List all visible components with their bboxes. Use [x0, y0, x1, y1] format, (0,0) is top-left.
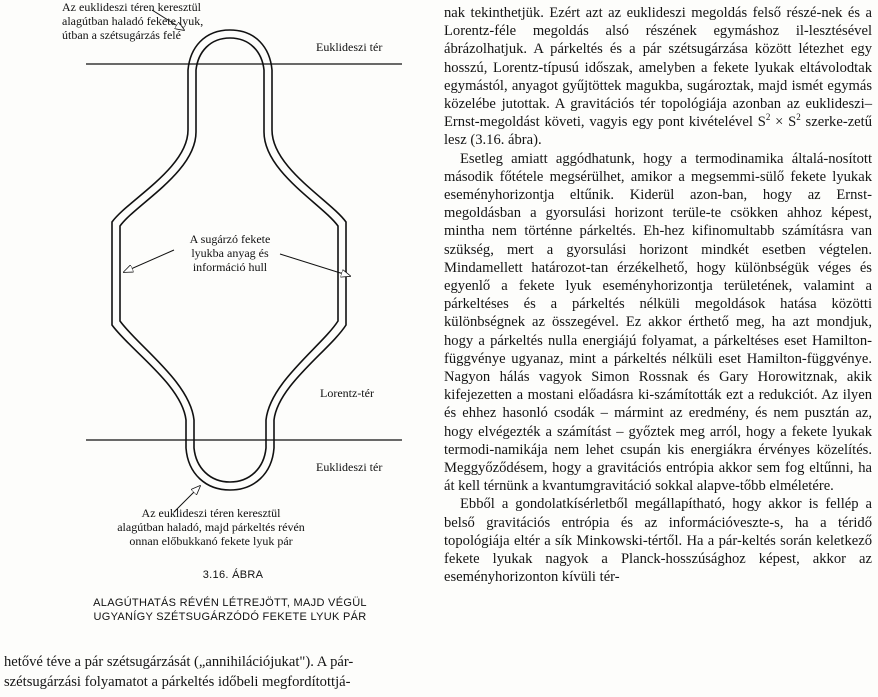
left-line-1: hetővé téve a pár szétsugárzását („annihilációjukat"). A pár-: [4, 654, 354, 670]
label-lorentz: Lorentz-tér: [320, 386, 374, 400]
label-bottom: Az euklideszi téren keresztül alagútban haladó, majd párkeltés révén onnan előbukkanó fekete lyuk pár: [117, 506, 305, 548]
label-top-left: Az euklideszi téren keresztül alagútban haladó fekete lyuk, útban a szétsugárzás felé: [62, 0, 204, 42]
figure-caption: ALAGÚTHATÁS RÉVÉN LÉTREJÖTT, MAJD VÉGÜL UGYANÍGY SZÉTSUGÁRZÓDÓ FEKETE LYUK PÁR: [93, 597, 367, 623]
right-column-text: [444, 4, 872, 587]
paragraph-2: Esetleg amiatt aggódhatunk, hogy a termodinamika általá-nosított második főtétele megsérülhet, amikor a megsemmi-sülő fekete lyukak eseményhorizontja eltűnik. Kiderül azon-ban, hogy az Ernst-megoldásban a gyorsulási horizont terüle-te csökken ahhoz képest, mintha nem történne párkeltés. Eh-hez kifinomultabb számításra van szükség, mert a gyorsulási horizont mindkét esetben végtelen. Mindamellett határozot-tan érzékelhető, hogy különbségük véges és egyenlő a fekete lyuk eseményhorizontja területének, valamint a párkeltéses és a párkeltés nélküli megoldások hatása közötti különbségnek az összegével. Ez akkor érthető meg, ha azt mondjuk, hogy a párkeltés nulla energiájú folyamat, a párkeltéses eset Hamilton-függvénye ugyanaz, mint a párkeltés nélküli eset Hamilton-függvénye. Nagyon hálás vagyok Simon Rossnak és Gary Horowitznak, akik kifejezetten a mostani előadásra ki-számították ezt a redukciót. Az ilyen és ehhez hasonló csodák – mármint az eredmény, és nem pusztán az, hogy elvégezték a számítást – győztek meg arról, hogy a fekete lyukak termodi-namikája nem lehet csupán kis energiákra érvényes közelítés. Meggyőződésem, hogy a gravitációs entrópia akkor sem fog eltűnni, ha át kell térnünk a kvantumgravitáció sokkal alapve-tőbb elméletére.: [444, 150, 872, 495]
label-center: A sugárzó fekete lyukba anyag és információ hull: [189, 232, 271, 274]
wormhole-diagram: [0, 0, 430, 650]
paragraph-1: nak tekinthetjük. Ezért azt az euklideszi megoldás felső részé-nek és a Lorentz-féle megoldás alsó részének egymáshoz il-lesztésével ábrázolhatjuk. A párkeltés és a pár szétsugárzása között létezhet egy hosszú, Lorentz-típusú időszak, amelyben a fekete lyukak eltávolodtak egymástól, anyagot gyűjtöttek magukba, sugároztak, majd ismét egymás közelébe jutottak. A gravitációs tér topológiája azonban az euklideszi–Ernst-megoldást követi, vagyis egy pont kivételével $S^2 \times S^2$ szerke-zetű lesz (3.16. ábra).: [444, 5, 872, 149]
left-column-text: [4, 652, 430, 692]
figure-number: 3.16. ÁBRA: [202, 569, 264, 581]
left-line-2: szétsugárzási folyamatot a párkeltés időbeli megfordítottjá-: [4, 674, 351, 690]
figure-3-16: [0, 0, 430, 650]
label-euclid-bottom: Euklideszi tér: [316, 460, 383, 474]
label-euclid-top: Euklideszi tér: [316, 40, 383, 54]
paragraph-3: Ebből a gondolatkísérletből megállapítható, hogy akkor is fellép a belső gravitációs entrópia és az információveszte-s, ha a téridő topológiája eltér a sík Minkowski-tértől. Ha a pár-keltés során keletkező fekete lyukak nagyok a Planck-hosszúsághoz képest, akkor az eseményhorizonton kívüli tér-: [444, 496, 872, 586]
